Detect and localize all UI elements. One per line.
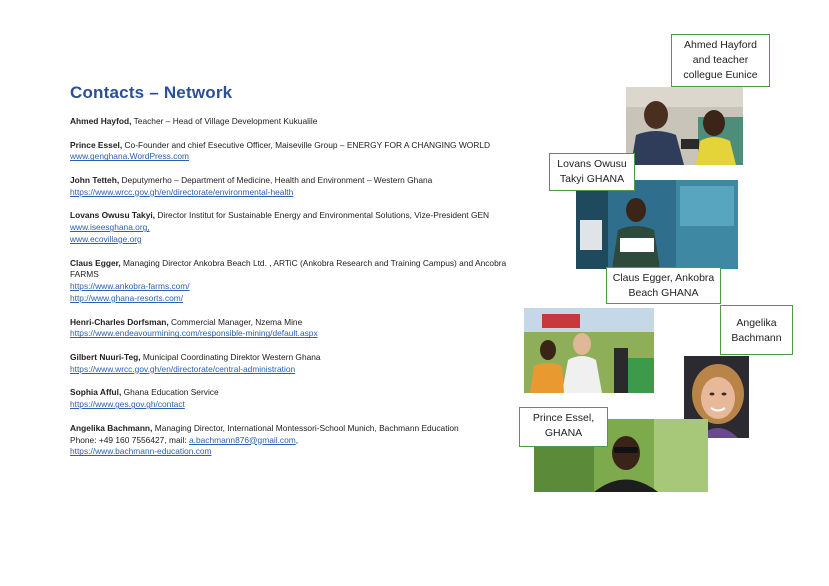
contact-link[interactable]: https://www.bachmann-education.com <box>70 446 212 457</box>
contact-description: Director Institut for Sustainable Energy and Environmental Solutions, Vize-President GEN <box>155 210 490 221</box>
contact-name: Claus Egger, <box>70 257 121 268</box>
page-title: Contacts – Network <box>70 83 233 102</box>
contact-link[interactable]: www.iseesghana.org, <box>70 222 150 233</box>
contact-name: Angelika Bachmann, <box>70 422 153 433</box>
contact-list <box>70 116 530 470</box>
contact-description: Commercial Manager, Nzema Mine <box>168 316 303 327</box>
callout-angelika-bachmann <box>720 305 793 355</box>
contact-link[interactable]: www.genghana.WordPress.com <box>70 151 190 162</box>
callout-text: Claus Egger, Ankobra Beach GHANA <box>612 272 715 299</box>
callout-ahmed-hayford <box>671 34 770 87</box>
contact-description: Municipal Coordinating Direktor Western Ghana <box>140 351 321 362</box>
contact-name: Gilbert Nuuri-Teg, <box>70 351 141 362</box>
photo-lovans-owusu-takyi <box>576 180 738 269</box>
contact-link[interactable]: https://www.wrcc.gov.gh/en/directorate/central-administration <box>70 363 296 374</box>
contact-email-link[interactable]: a.bachmann876@gmail.com <box>188 434 296 445</box>
contact-entry <box>70 175 530 199</box>
contact-phone: Phone: +49 160 7556427, mail: <box>70 434 189 445</box>
photo-ahmed-hayford <box>626 87 743 165</box>
photo-claus-egger <box>524 308 654 393</box>
contact-link[interactable]: https://www.endeavourmining.com/responsible-mining/default.aspx <box>70 328 318 339</box>
contact-name: Prince Essel, <box>70 139 123 150</box>
contact-entry <box>70 116 530 128</box>
contact-name: Ahmed Hayfod, <box>70 116 132 126</box>
contact-entry <box>70 258 530 305</box>
contact-link[interactable]: https://www.ges.gov.gh/contact <box>70 399 185 410</box>
callout-text: Angelika Bachmann <box>731 317 782 344</box>
contact-email-suffix: , <box>295 434 299 445</box>
callout-text: Lovans Owusu Takyi GHANA <box>557 158 627 185</box>
callout-lovans-owusu-takyi <box>549 153 635 191</box>
contact-link[interactable]: https://www.ankobra-farms.com/ <box>70 281 190 292</box>
contact-name: Sophia Afful, <box>70 387 122 398</box>
contact-link[interactable]: www.ecovillage.org <box>70 233 142 244</box>
callout-claus-egger <box>606 267 721 304</box>
contact-entry <box>70 140 530 164</box>
contact-description: Co-Founder and chief Esecutive Officer, Maiseville Group – ENERGY FOR A CHANGING WORLD <box>122 139 491 150</box>
contact-entry <box>70 387 530 411</box>
callout-prince-essel <box>519 407 608 447</box>
contact-name: Henri-Charles Dorfsman, <box>70 316 169 327</box>
contact-description: Ghana Education Service <box>121 387 219 398</box>
contact-description: Managing Director Ankobra Beach Ltd. , ARTiC (Ankobra Research and Training Campus) and Ancobra FARMS <box>70 257 507 280</box>
contact-description: Managing Director, International Montessori-School Munich, Bachmann Education <box>152 422 459 433</box>
contact-name: John Tetteh, <box>70 174 120 185</box>
contact-description: Deputymerho – Department of Medicine, Health and Environment – Western Ghana <box>119 174 433 185</box>
contact-link[interactable]: http://www.ghana-resorts.com/ <box>70 292 184 303</box>
contact-entry <box>70 210 530 245</box>
contact-description: Teacher – Head of Village Development Kukualile <box>131 116 318 126</box>
callout-text: Ahmed Hayford and teacher collegue Eunice <box>683 39 758 81</box>
contact-name: Lovans Owusu Takyi, <box>70 210 156 221</box>
contact-link[interactable]: https://www.wrcc.gov.gh/en/directorate/environmental-health <box>70 186 294 197</box>
contact-entry <box>70 352 530 376</box>
contact-entry <box>70 317 530 341</box>
callout-text: Prince Essel, GHANA <box>532 412 595 439</box>
contact-entry <box>70 423 530 458</box>
